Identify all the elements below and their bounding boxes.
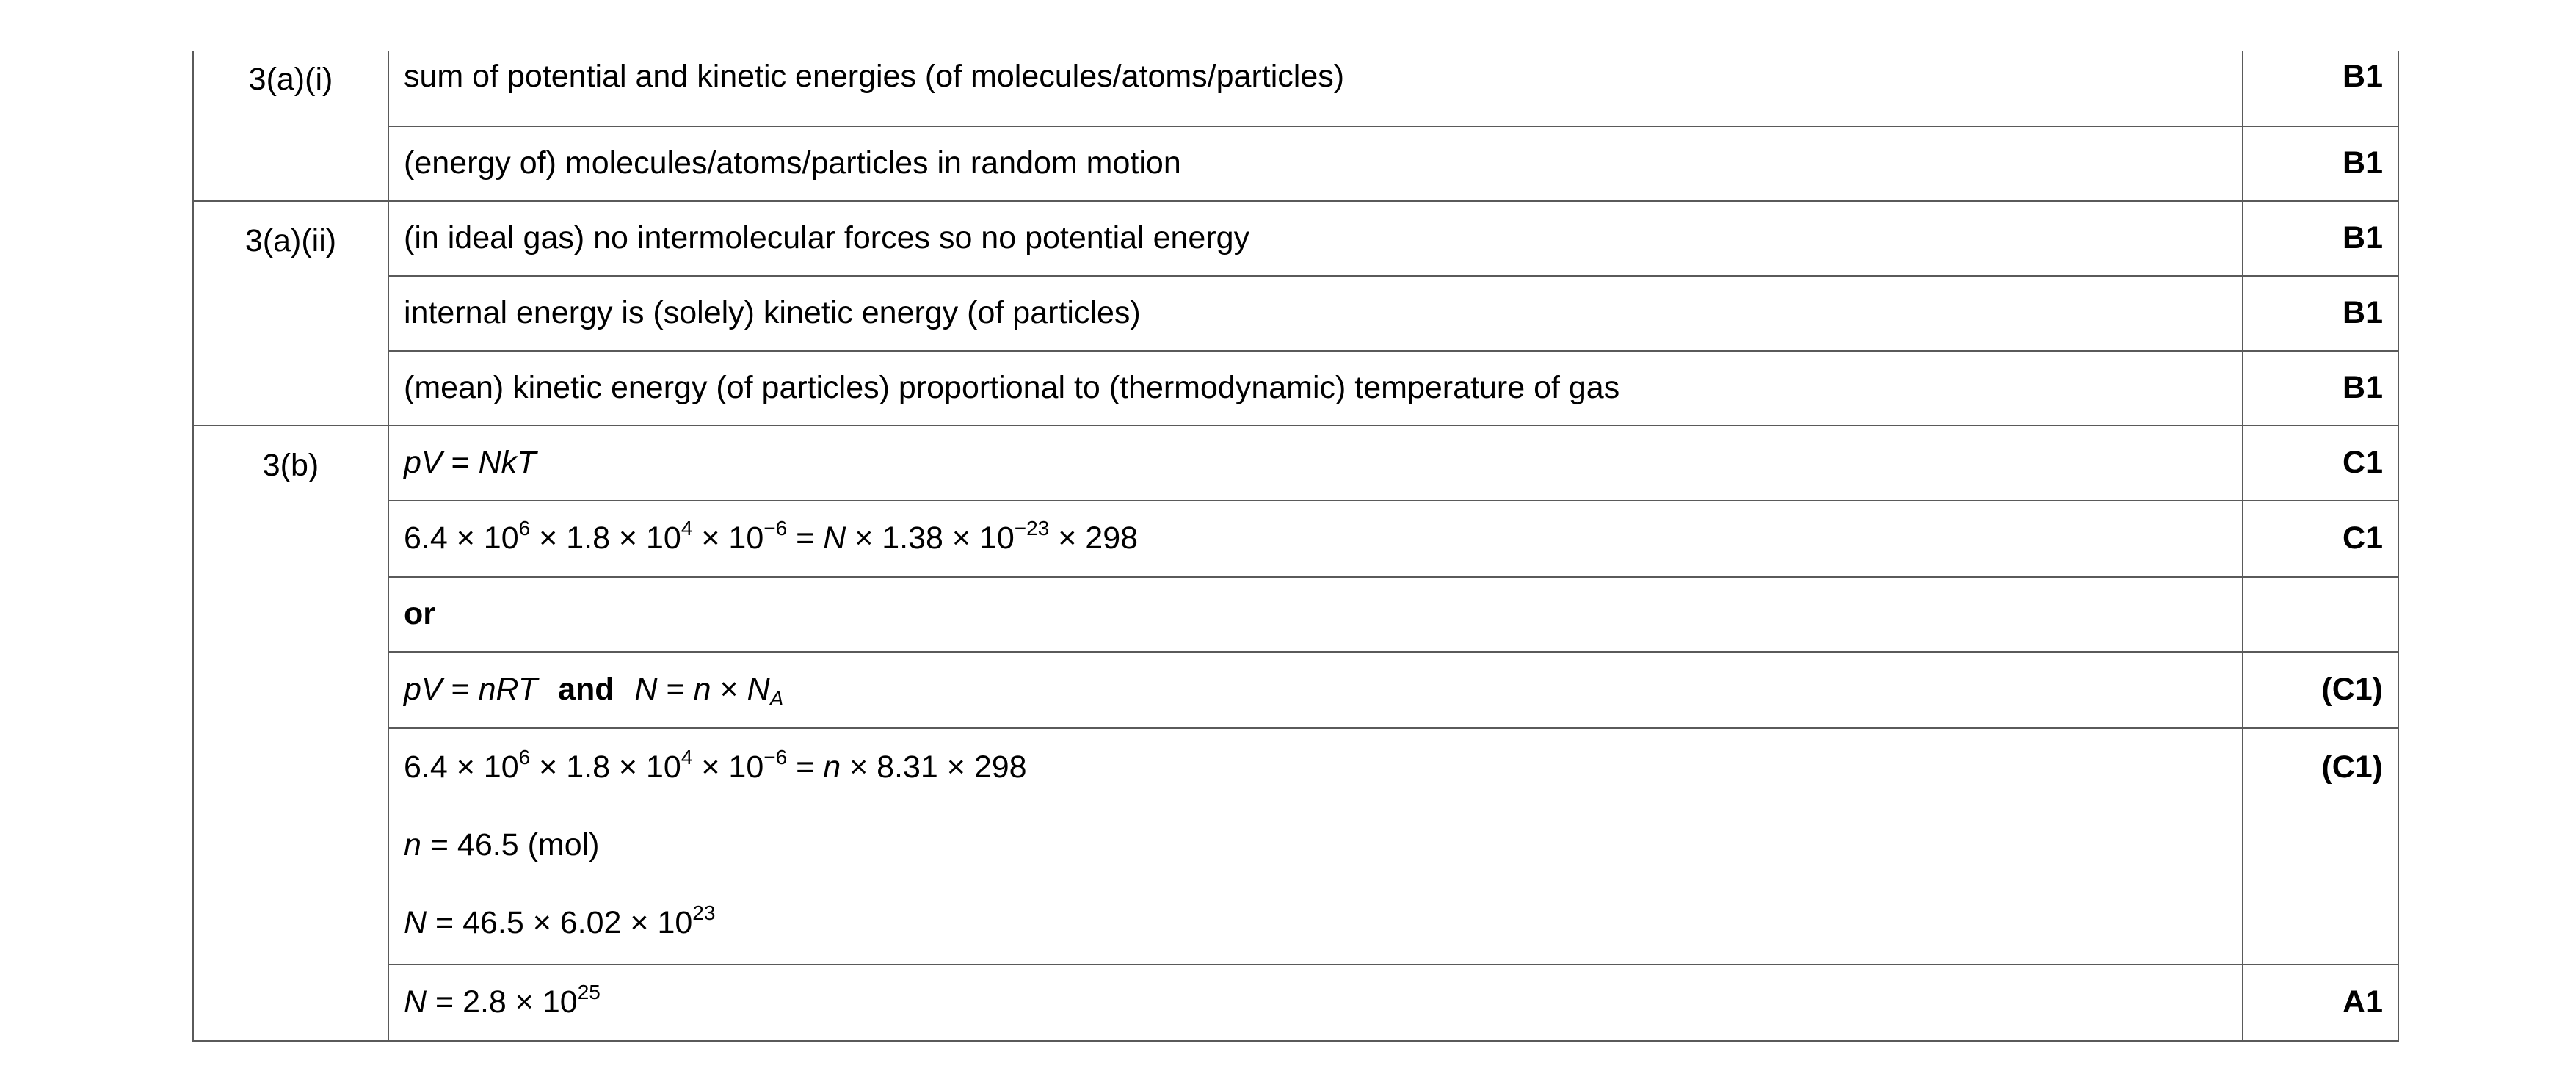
mark-text: B1 [2343,145,2383,181]
mark-cell [2243,126,2398,201]
table-row [193,126,2398,201]
answer-text: sum of potential and kinetic energies (of molecules/atoms/particles) [404,59,1345,95]
answer-cell [388,51,2243,126]
answer-cell [388,577,2243,652]
equation-line: $N = 2.8 \times 10^{25}$ [404,981,601,1020]
table-row [193,501,2398,577]
mark-text: B1 [2343,295,2383,331]
answer-text: (in ideal gas) no intermolecular forces so no potential energy [404,220,1250,256]
answer-cell [388,652,2243,728]
mark-cell [2243,965,2398,1041]
answer-text: (mean) kinetic energy (of particles) proportional to (thermodynamic) temperature of gas [404,370,1620,406]
answer-cell [388,201,2243,276]
mark-text: B1 [2343,370,2383,406]
equation-line: pV = NkT [404,445,537,481]
mark-text: (C1) [2321,672,2383,708]
table-row [193,51,2398,126]
mark-cell [2243,276,2398,351]
question-number: 3(b) [262,448,319,484]
equation-line: $N = 46.5 \times 6.02 \times 10^{23}$ [404,901,716,941]
or-label: or [404,596,435,632]
table-row [193,577,2398,652]
mark-cell [2243,501,2398,577]
mark-cell [2243,201,2398,276]
mark-text: A1 [2343,984,2383,1020]
answer-cell [388,501,2243,577]
question-number-cell [193,51,388,201]
answer-cell [388,728,2243,965]
answer-cell [388,276,2243,351]
answer-text: (energy of) molecules/atoms/particles in random motion [404,145,1181,181]
table-row [193,351,2398,426]
mark-scheme-table [192,51,2399,1042]
answer-text: internal energy is (solely) kinetic energy (of particles) [404,295,1141,331]
table-row [193,276,2398,351]
question-number: 3(a)(i) [248,62,333,98]
mark-text: C1 [2343,445,2383,481]
mark-cell [2243,51,2398,126]
mark-cell [2243,652,2398,728]
table-row [193,728,2398,965]
question-number: 3(a)(ii) [244,223,337,259]
table-row [193,426,2398,501]
mark-cell [2243,426,2398,501]
mark-cell [2243,728,2398,965]
question-number-cell [193,426,388,1041]
mark-text: B1 [2343,59,2383,95]
answer-cell [388,126,2243,201]
equation-line: n = 46.5 (mol) [404,827,600,863]
table-row [193,652,2398,728]
answer-cell [388,965,2243,1041]
mark-cell [2243,351,2398,426]
question-number-cell [193,201,388,426]
mark-cell [2243,577,2398,652]
answer-cell [388,426,2243,501]
mark-text: (C1) [2321,749,2383,785]
mark-text: C1 [2343,520,2383,556]
answer-cell [388,351,2243,426]
equation-line: $6.4 \times 10^6 \times 1.8 \times 10^4 \times 10^{-6} = n \times 8.31 \times 298$ [404,746,1027,785]
equation-line: $6.4 \times 10^6 \times 1.8 \times 10^4 \times 10^{-6} = N \times 1.38 \times 10^{-23} \times 298$ [404,517,1139,556]
equation-line: pV = nRT and $N = n \times N_A$ [404,672,784,711]
table-row [193,201,2398,276]
table-row [193,965,2398,1041]
mark-text: B1 [2343,220,2383,256]
